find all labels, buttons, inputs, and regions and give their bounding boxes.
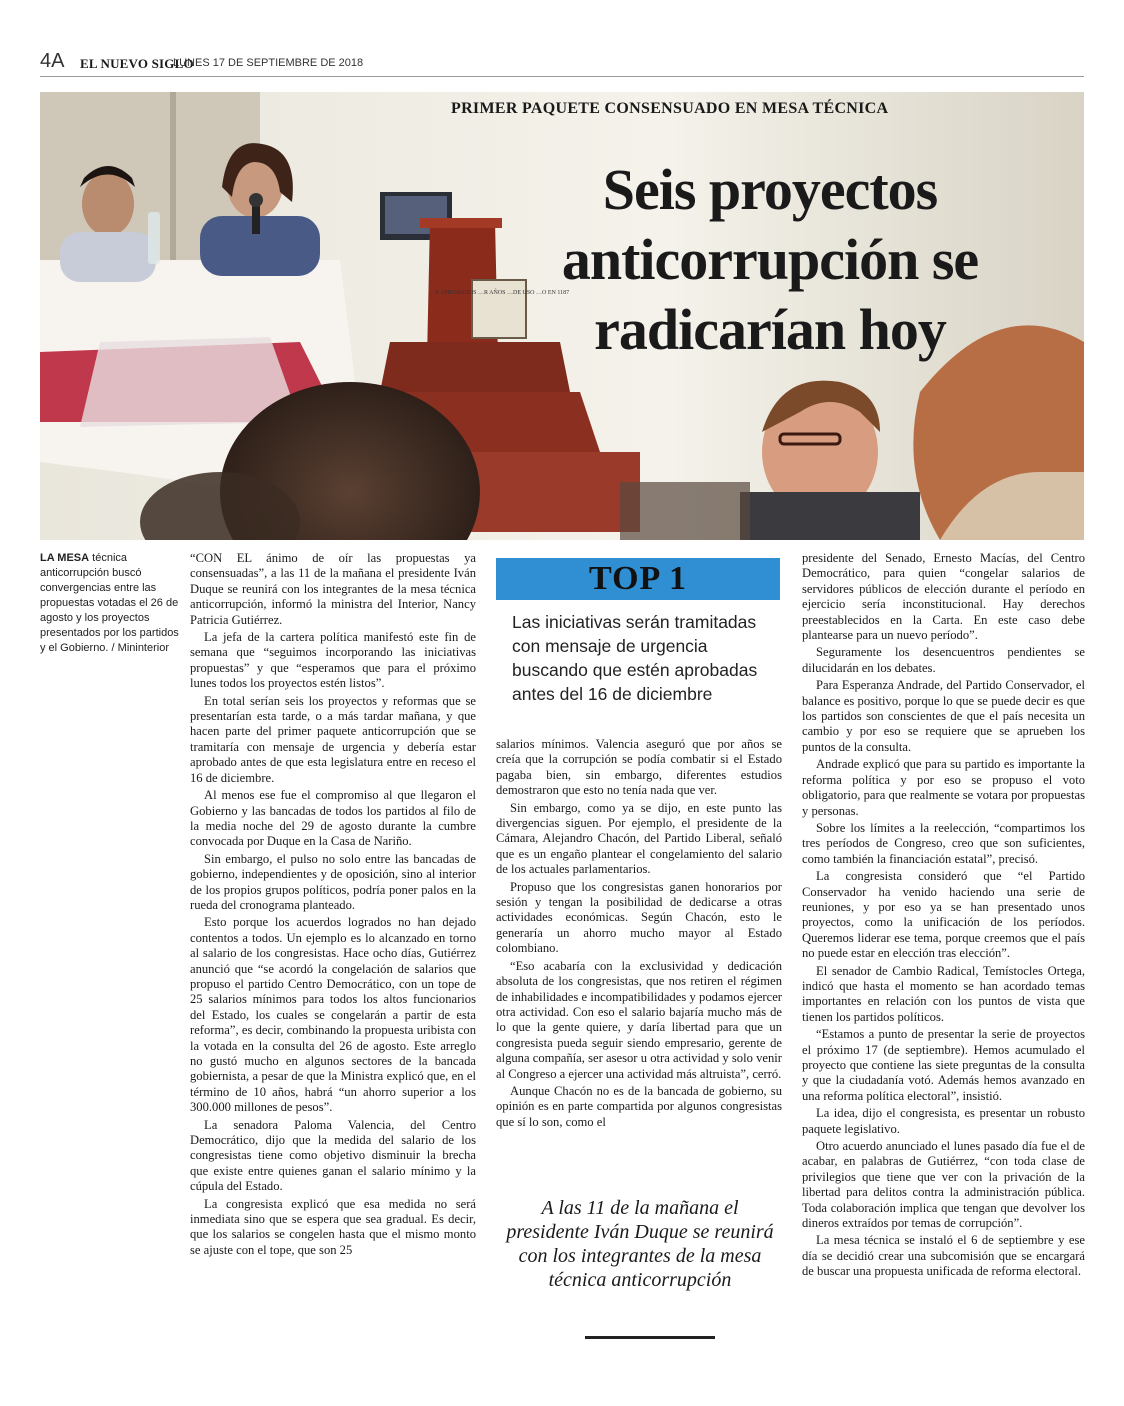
paragraph: La senadora Paloma Valencia, del Centro Democrático, dijo que la medida del salario de los congresistas tiene como objetivo disminuir la brecha que existe entre quienes ganan el salario mínimo y la cúpula del Estado. xyxy=(190,1117,476,1194)
newspaper-name: EL NUEVO SIGLO xyxy=(80,56,194,71)
paragraph: La jefa de la cartera política manifestó este fin de semana que “seguimos incorporando las iniciativas propuestas” y que “esperamos que para el próximo lunes todos los proyectos estén listos”. xyxy=(190,630,476,691)
caption-text: técnica anticorrupción buscó convergencias entre las propuestas votadas el 26 de agosto y los proyectos presentados por los partidos y el Gobierno. / Mininterior xyxy=(40,552,179,654)
page-header xyxy=(40,50,1084,77)
issue-date: LUNES 17 DE SEPTIEMBRE DE 2018 xyxy=(173,57,364,69)
caption-lead: LA MESA xyxy=(40,552,90,564)
paragraph: salarios mínimos. Valencia aseguró que por años se creía que la corrupción se podía combatir si el Estado pagaba bien, sin embargo, diferentes estudios demostraron que esto no tenía nada que ver. xyxy=(496,737,782,798)
paragraph: “Estamos a punto de presentar la serie de proyectos el próximo 17 (de septiembre). Hemos acumulado el proyecto que contiene las siete preguntas de la consulta y que la ciudadanía votó. Además hemos avanzado en una reforma política electoral”, insistió. xyxy=(802,1027,1085,1103)
paragraph: Sobre los límites a la reelección, “compartimos los tres períodos de Congreso, creo que son suficientes, como también la financiación estatal”, precisó. xyxy=(802,820,1085,866)
top-box-label: TOP 1 xyxy=(496,558,780,600)
paragraph: La idea, dijo el congresista, es presentar un robusto paquete legislativo. xyxy=(802,1106,1085,1136)
page-number: 4A xyxy=(40,50,65,72)
paragraph: Al menos ese fue el compromiso al que llegaron el Gobierno y las bancadas de todos los partidos al filo de la media noche del 29 de agosto durante la cumbre convocada por Duque en la Casa de Nariño. xyxy=(190,788,476,849)
headline-line: Seis proyectos xyxy=(602,157,938,222)
paragraph: Sin embargo, como ya se dijo, en este punto las divergencias siguen. Por ejemplo, el presidente de la Cámara, Alejandro Chacón, del Partido Liberal, señaló que es un engaño plantear el congelamiento del salario de los actuales parlamentarios. xyxy=(496,800,782,877)
article-column-1 xyxy=(190,551,476,1260)
pull-quote-rule xyxy=(585,1336,715,1339)
paragraph: Sin embargo, el pulso no solo entre las bancadas de gobierno, independientes y de oposición, sino al interior de los propios grupos políticos, podría poner palos en la rueda del cronograma planteado. xyxy=(190,851,476,912)
pull-quote: A las 11 de la mañana el presidente Iván Duque se reunirá con los integrantes de la mesa técnica anticorrupción xyxy=(506,1197,774,1291)
paragraph: En total serían seis los proyectos y reformas que se presentarían esta tarde, o a más tardar mañana, y que hacen parte del primer paquete anticorrupción que se tramitaría con mensaje de urgencia y debería estar aprobado antes de que esta legislatura entre en receso el 16 de diciembre. xyxy=(190,693,476,785)
paragraph: Seguramente los desencuentros pendientes se dilucidarán en los debates. xyxy=(802,645,1085,675)
photo-caption xyxy=(40,551,180,656)
article-column-2 xyxy=(496,737,782,1132)
top-box-text: Las iniciativas serán tramitadas con mensaje de urgencia buscando que estén aprobadas antes del 16 de diciembre xyxy=(512,612,758,704)
paragraph: Andrade explicó que para su partido es importante la reforma política y por eso se propuso el voto obligatorio, para que realmente se votara por propuestas y personas. xyxy=(802,757,1085,818)
article-headline xyxy=(540,155,1000,365)
headline-line: anticorrupción se xyxy=(561,227,979,292)
paragraph: La congresista consideró que “el Partido Conservador ha venido haciendo una serie de reuniones, y por eso ya se han presentado unos proyectos, como la unificación de los períodos. Queremos liderar ese tema, porque creemos que el país no puede estar en elección tras elección”. xyxy=(802,869,1085,961)
paragraph: Aunque Chacón no es de la bancada de gobierno, su opinión es en parte compartida por algunos congresistas que sí lo son, como el xyxy=(496,1083,782,1129)
paragraph: El senador de Cambio Radical, Temístocles Ortega, indicó que hasta el momento se han acordado temas importantes en relación con los puntos de vista que tienen los partidos políticos. xyxy=(802,963,1085,1024)
paragraph: “Eso acabaría con la exclusividad y dedicación absoluta de los congresistas, que nos retiren el régimen de inhabilidades e incompatibilidades y podamos ejercer otra actividad. Con eso el salario bajaría mucho más de lo que la gente quiere, y daría libertad para que un congresista pueda seguir siendo empresario, gerente de alguna compañía, ser asesor u otra actividad y solo venir al Congreso a ejercer una actividad más altruista”, cerró. xyxy=(496,958,782,1081)
paragraph: Esto porque los acuerdos logrados no han dejado contentos a todos. Un ejemplo es lo alcanzado en torno al salario de los congresistas. Hace ocho días, Gutiérrez anunció que “se acordó la congelación de salarios que propuso el partido Centro Democrático, con un tope de 25 salarios mínimos para todos los altos funcionarios del Estado, los cuales se congelarán a partir de esta reforma”, es decir, combinando la propuesta uribista con la votada en la consulta del 26 de agosto. Este arreglo no gustó mucho en algunos sectores de la bancada gobiernista, a pesar de que la Ministra explicó que, en el término de 10 años, habrá “un ahorro superior a los 300.000 millones de pesos”. xyxy=(190,915,476,1115)
paragraph: Para Esperanza Andrade, del Partido Conservador, el balance es positivo, porque lo que se puede decir es que los partidos son conscientes de que el país necesita un cambio y por eso se requiere que se aprueben los puntos de la consulta. xyxy=(802,678,1085,754)
paragraph: La congresista explicó que esa medida no será inmediata sino que se espera que sea gradual. Es decir, que los salarios se congelen hasta que el mismo monto se ajuste con el tope, que son 25 xyxy=(190,1196,476,1257)
paragraph: presidente del Senado, Ernesto Macías, del Centro Democrático, para quien “congelar salarios de servidores públicos de elección durante el período en ejercicio sería inconstitucional. Hay derechos preestablecidos en la Carta. En este caso debe plantearse para un nuevo período”. xyxy=(802,551,1085,643)
headline-line: radicarían hoy xyxy=(594,297,946,362)
plaque-text: …Y APROBADOS …R AÑOS …DE USO …O EN 1187 xyxy=(428,290,570,296)
article-kicker: PRIMER PAQUETE CONSENSUADO EN MESA TÉCNICA xyxy=(451,100,889,117)
paragraph: La mesa técnica se instaló el 6 de septiembre y ese día se decidió crear una subcomisión que se encargará de buscar una propuesta unificada de reforma electoral. xyxy=(802,1233,1085,1279)
paragraph: “CON EL ánimo de oír las propuestas ya consensuadas”, a las 11 de la mañana el presidente Iván Duque se reunirá con los integrantes de la mesa técnica anticorrupción, informó la ministra del Interior, Nancy Patricia Gutiérrez. xyxy=(190,551,476,627)
article-column-3 xyxy=(802,551,1085,1282)
paragraph: Otro acuerdo anunciado el lunes pasado día fue el de acabar, en palabras de Gutiérrez, “con toda clase de privilegios que tiene que ver con la privación de la libertad para delitos contra la administración pública. Toda colaboración implica que tengan que devolver los dineros extraídos por temas de corrupción”. xyxy=(802,1139,1085,1231)
paragraph: Propuso que los congresistas ganen honorarios por sesión y tengan la posibilidad de dedicarse a otras actividades económicas. Según Chacón, esto le generaría un ahorro mucho mayor al Estado colombiano. xyxy=(496,879,782,956)
